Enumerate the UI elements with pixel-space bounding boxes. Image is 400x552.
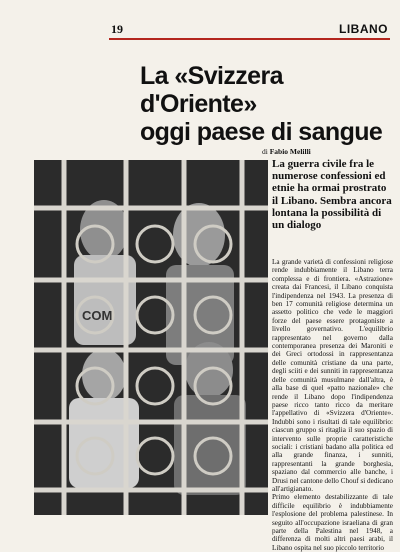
standfirst: La guerra civile fra le numerose confessioni ed etnie ha ormai prostrato il Libano. Sembra ancora lontana la possibilità di un dialogo [272,158,392,232]
header-rule [109,38,390,40]
headline-line-1: La «Svizzera d'Oriente» [140,62,283,118]
article-body [272,258,393,552]
byline-author: Fabio Melilli [269,147,311,156]
headline-line-2: oggi paese di sangue [140,118,383,146]
page-number: 19 [111,22,123,36]
byline-prefix: di [262,147,268,156]
shirt-text: COM [82,308,113,323]
body-paragraph-1: La grande varietà di confessioni religiose rende indubbiamente il Libano terra complessa e di frontiera. «Astrazione» creata dai Francesi, il Libano conquista l'indipendenza nel 1943. La presenza di ben 17 comunità religiose determina un assetto politico che vede le maggiori forze del paese essere protagoniste a livello governativo. L'equilibrio rappresentato nel governo dalla contemporanea presenza dei Maroniti e dei Greci ortodossi in rappresentanza delle comunità cristiane da una parte, degli sciiti e dei sunniti in rappresentanza delle comunità musulmane dall'altra, è alla base di quel «patto nazionale» che rende il Libano dopo l'indipendenza paese ricco tanto ricco da meritare l'appellativo di «Svizzera d'Oriente». Indubbi sono i risultati di tale equilibrio: ciascun gruppo si ritaglia il suo spazio di intervento sulle proprie caratteristiche sociali: i cristiani badano alla politica ed alla grande finanza, i sunniti, rappresentanti la grande borghesia, spaziano dal commercio alle banche, i Drusi nel cantone dello Chouf si dedicano all'artigianato. [272,258,393,493]
headline [140,62,390,146]
body-paragraph-2: Primo elemento destabilizzante di tale difficile equilibrio è indubbiamente l'esplosione del problema palestinese. In seguito all'occupazione israeliana di gran parte della Palestina nel 1948, a differenza di molti altri paesi arabi, il Libano ospita nel suo piccolo territorio [272,493,393,552]
article-photo [34,160,268,515]
section-label: LIBANO [339,22,388,36]
byline [262,147,311,156]
photo-children-behind-grille [34,160,268,515]
